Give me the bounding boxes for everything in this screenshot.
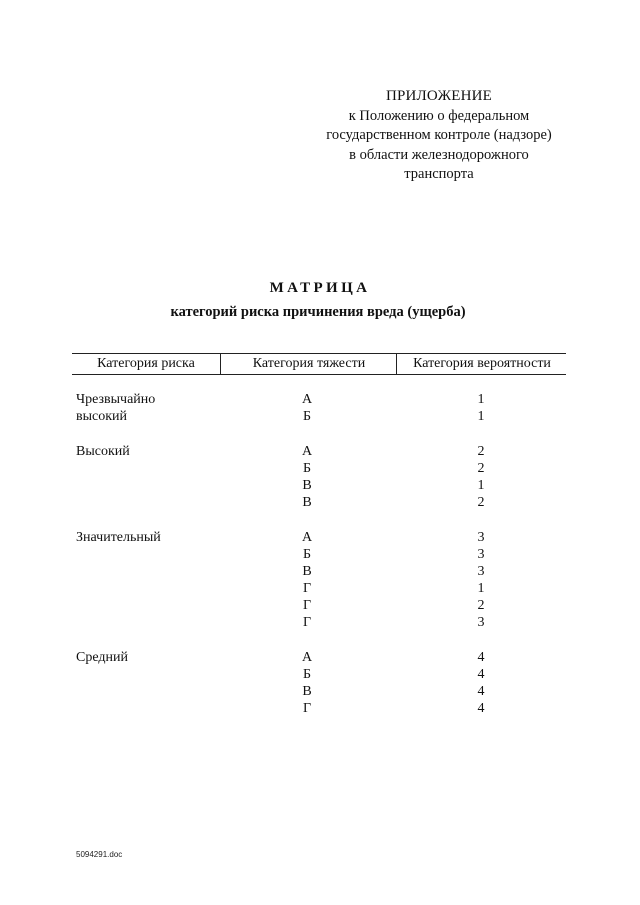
table-row xyxy=(0,563,640,580)
severity-cell: Г xyxy=(302,615,312,631)
probability-cell: 3 xyxy=(477,546,485,562)
severity-cell: Б xyxy=(302,546,312,562)
appendix-block xyxy=(300,87,578,185)
probability-cell: 3 xyxy=(477,529,485,545)
table-row xyxy=(0,408,640,425)
severity-cell: Б xyxy=(302,667,312,682)
table-row xyxy=(0,683,640,700)
document-subtitle: категорий риска причинения вреда (ущерба) xyxy=(170,304,466,320)
appendix-line: транспорта xyxy=(404,166,474,182)
risk-group-significant xyxy=(0,529,640,632)
table-row xyxy=(0,546,640,563)
probability-cell: 4 xyxy=(477,667,485,682)
severity-cell: В xyxy=(302,477,312,493)
risk-category-cell: Значительный xyxy=(76,529,161,545)
probability-cell: 1 xyxy=(477,409,485,425)
table-row xyxy=(0,666,640,683)
probability-cell: 4 xyxy=(477,701,485,717)
probability-cell: 3 xyxy=(477,563,485,579)
severity-cell: Г xyxy=(302,581,312,597)
probability-cell: 2 xyxy=(477,495,485,511)
probability-cell: 2 xyxy=(477,443,485,459)
table-header xyxy=(72,353,566,375)
document-title: МАТРИЦА xyxy=(269,280,371,296)
appendix-heading: ПРИЛОЖЕНИЕ xyxy=(385,88,493,104)
table-row xyxy=(0,529,640,546)
severity-cell: Б xyxy=(302,409,312,425)
probability-cell: 1 xyxy=(477,392,485,407)
severity-cell: А xyxy=(301,649,313,665)
table-row xyxy=(0,443,640,460)
table-row xyxy=(0,580,640,597)
appendix-line: в области железнодорожного xyxy=(349,146,529,163)
header-severity-category: Категория тяжести xyxy=(220,354,397,374)
probability-cell: 2 xyxy=(477,598,485,614)
severity-cell: А xyxy=(301,443,313,459)
severity-cell: А xyxy=(301,529,313,545)
risk-category-cell: Средний xyxy=(76,649,128,665)
table-row xyxy=(0,614,640,631)
risk-category-cell: Чрезвычайно xyxy=(76,392,156,407)
table-row xyxy=(0,700,640,717)
table-body xyxy=(0,391,640,718)
appendix-line: государственном контроле (надзоре) xyxy=(326,127,552,143)
risk-group-medium xyxy=(0,649,640,718)
probability-cell: 4 xyxy=(477,684,485,700)
appendix-line: к Положению о федеральном xyxy=(348,107,530,124)
table-row xyxy=(0,494,640,511)
risk-group-high xyxy=(0,443,640,512)
severity-cell: В xyxy=(302,495,312,511)
probability-cell: 3 xyxy=(477,615,485,631)
table-row xyxy=(0,597,640,614)
severity-cell: Г xyxy=(302,598,312,614)
probability-cell: 4 xyxy=(477,649,485,665)
severity-cell: Г xyxy=(302,701,312,717)
table-row xyxy=(0,649,640,666)
table-row xyxy=(0,391,640,408)
header-risk-category: Категория риска xyxy=(97,356,195,371)
severity-cell: А xyxy=(301,392,313,407)
table-row xyxy=(0,460,640,477)
severity-cell: В xyxy=(302,563,312,579)
severity-cell: В xyxy=(302,684,312,700)
probability-cell: 1 xyxy=(477,581,485,597)
probability-cell: 1 xyxy=(477,477,485,493)
table-row xyxy=(0,477,640,494)
risk-group-extremely-high xyxy=(0,391,640,425)
header-probability-category: Категория вероятности xyxy=(396,354,567,374)
probability-cell: 2 xyxy=(477,460,485,476)
file-name-footer: 5094291.doc xyxy=(76,850,123,859)
risk-category-cell: Высокий xyxy=(76,443,130,459)
severity-cell: Б xyxy=(302,460,312,476)
risk-category-cell: высокий xyxy=(76,409,128,425)
